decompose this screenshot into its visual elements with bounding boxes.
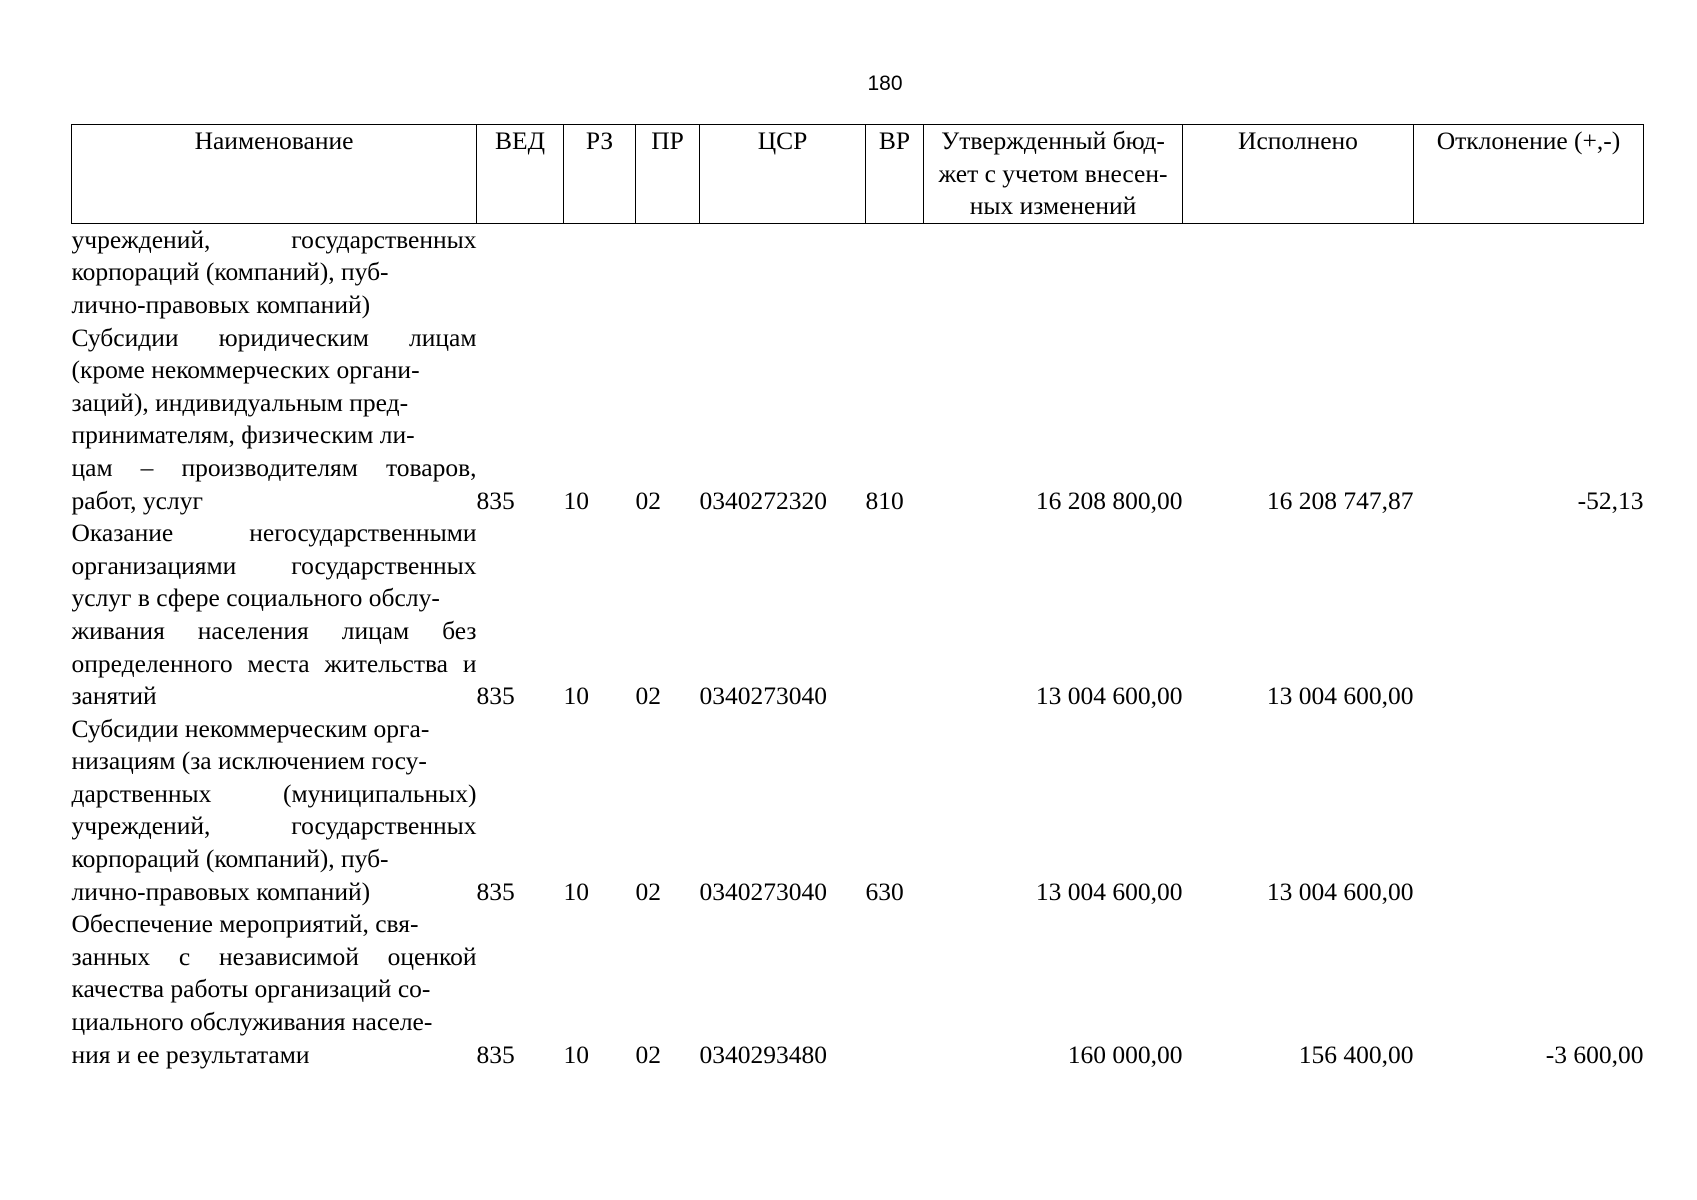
page-number: 180 — [867, 72, 903, 95]
row-executed: 16 208 747,87 — [1266, 485, 1414, 515]
row-vr: 810 — [865, 485, 904, 515]
row-approved-budget: 13 004 600,00 — [1035, 681, 1183, 711]
header-approved-budget: Утвержденный бюд- жет с учетом внесен- ных изменений — [924, 125, 1183, 224]
row-vr — [866, 517, 924, 713]
row-ved: 835 — [476, 485, 515, 515]
header-vr: ВР — [866, 125, 924, 224]
row-name: Обеспечение мероприятий, свя- занных с независимой оценкой качества работы организаций со- циального обслуживания населе- ния и ее результатами — [71, 909, 477, 1069]
row-ved: 835 — [476, 876, 515, 906]
row-csr: 0340272320 — [699, 485, 827, 515]
row-rz: 10 — [563, 681, 589, 711]
row-approved-budget: 16 208 800,00 — [1035, 485, 1183, 515]
row-approved-budget — [924, 223, 1183, 321]
row-deviation: -3 600,00 — [1545, 1039, 1644, 1069]
row-executed: 13 004 600,00 — [1266, 876, 1414, 906]
row-name: Оказание негосударственными организациями государственных услуг в сфере социального обслу- живания населения лицам без определенного места жительства и занятий — [71, 518, 477, 711]
row-executed: 13 004 600,00 — [1266, 681, 1414, 711]
row-vr: 630 — [865, 876, 904, 906]
row-csr: 0340273040 — [699, 681, 827, 711]
row-ved — [477, 223, 564, 321]
table-row — [72, 322, 1644, 518]
row-pr: 02 — [635, 876, 661, 906]
row-ved: 835 — [476, 681, 515, 711]
row-rz: 10 — [563, 1039, 589, 1069]
row-deviation — [1414, 517, 1644, 713]
table-header — [72, 125, 1644, 224]
row-csr: 0340293480 — [699, 1039, 827, 1069]
row-rz: 10 — [563, 876, 589, 906]
header-name: Наименование — [72, 125, 477, 224]
row-executed: 156 400,00 — [1298, 1039, 1414, 1069]
table-row — [72, 908, 1644, 1071]
header-csr: ЦСР — [700, 125, 866, 224]
budget-execution-table — [71, 124, 1644, 1071]
row-ved: 835 — [476, 1039, 515, 1069]
row-deviation: -52,13 — [1577, 485, 1644, 515]
row-name: Субсидии юридическим лицам (кроме некоммерческих органи- заций), индивидуальным пред- принимателям, физическим ли- цам – производителям товаров, работ, услуг — [71, 322, 477, 515]
row-name: Субсидии некоммерческим орга- низациям (за исключением госу- дарственных (муниципальных) учреждений, государственных корпораций (компаний), пуб- лично-правовых компаний) — [71, 713, 477, 906]
row-pr: 02 — [635, 681, 661, 711]
header-pr: ПР — [636, 125, 700, 224]
header-executed: Исполнено — [1183, 125, 1414, 224]
header-deviation: Отклонение (+,-) — [1414, 125, 1644, 224]
table-row — [72, 517, 1644, 713]
row-vr — [866, 223, 924, 321]
row-executed — [1183, 223, 1414, 321]
row-csr — [700, 223, 866, 321]
table-row — [72, 223, 1644, 321]
table-body — [72, 223, 1644, 1071]
row-rz — [564, 223, 636, 321]
header-ved: ВЕД — [477, 125, 564, 224]
row-approved-budget: 160 000,00 — [1067, 1039, 1183, 1069]
row-deviation — [1414, 223, 1644, 321]
row-pr — [636, 223, 700, 321]
row-approved-budget: 13 004 600,00 — [1035, 876, 1183, 906]
row-vr — [866, 908, 924, 1071]
header-rz: РЗ — [564, 125, 636, 224]
row-pr: 02 — [635, 485, 661, 515]
table-row — [72, 713, 1644, 909]
header-row — [72, 125, 1644, 224]
row-csr: 0340273040 — [699, 876, 827, 906]
row-deviation — [1414, 713, 1644, 909]
row-pr: 02 — [635, 1039, 661, 1069]
row-rz: 10 — [563, 485, 589, 515]
row-name: учреждений, государственных корпораций (компаний), пуб- лично-правовых компаний) — [71, 224, 477, 319]
